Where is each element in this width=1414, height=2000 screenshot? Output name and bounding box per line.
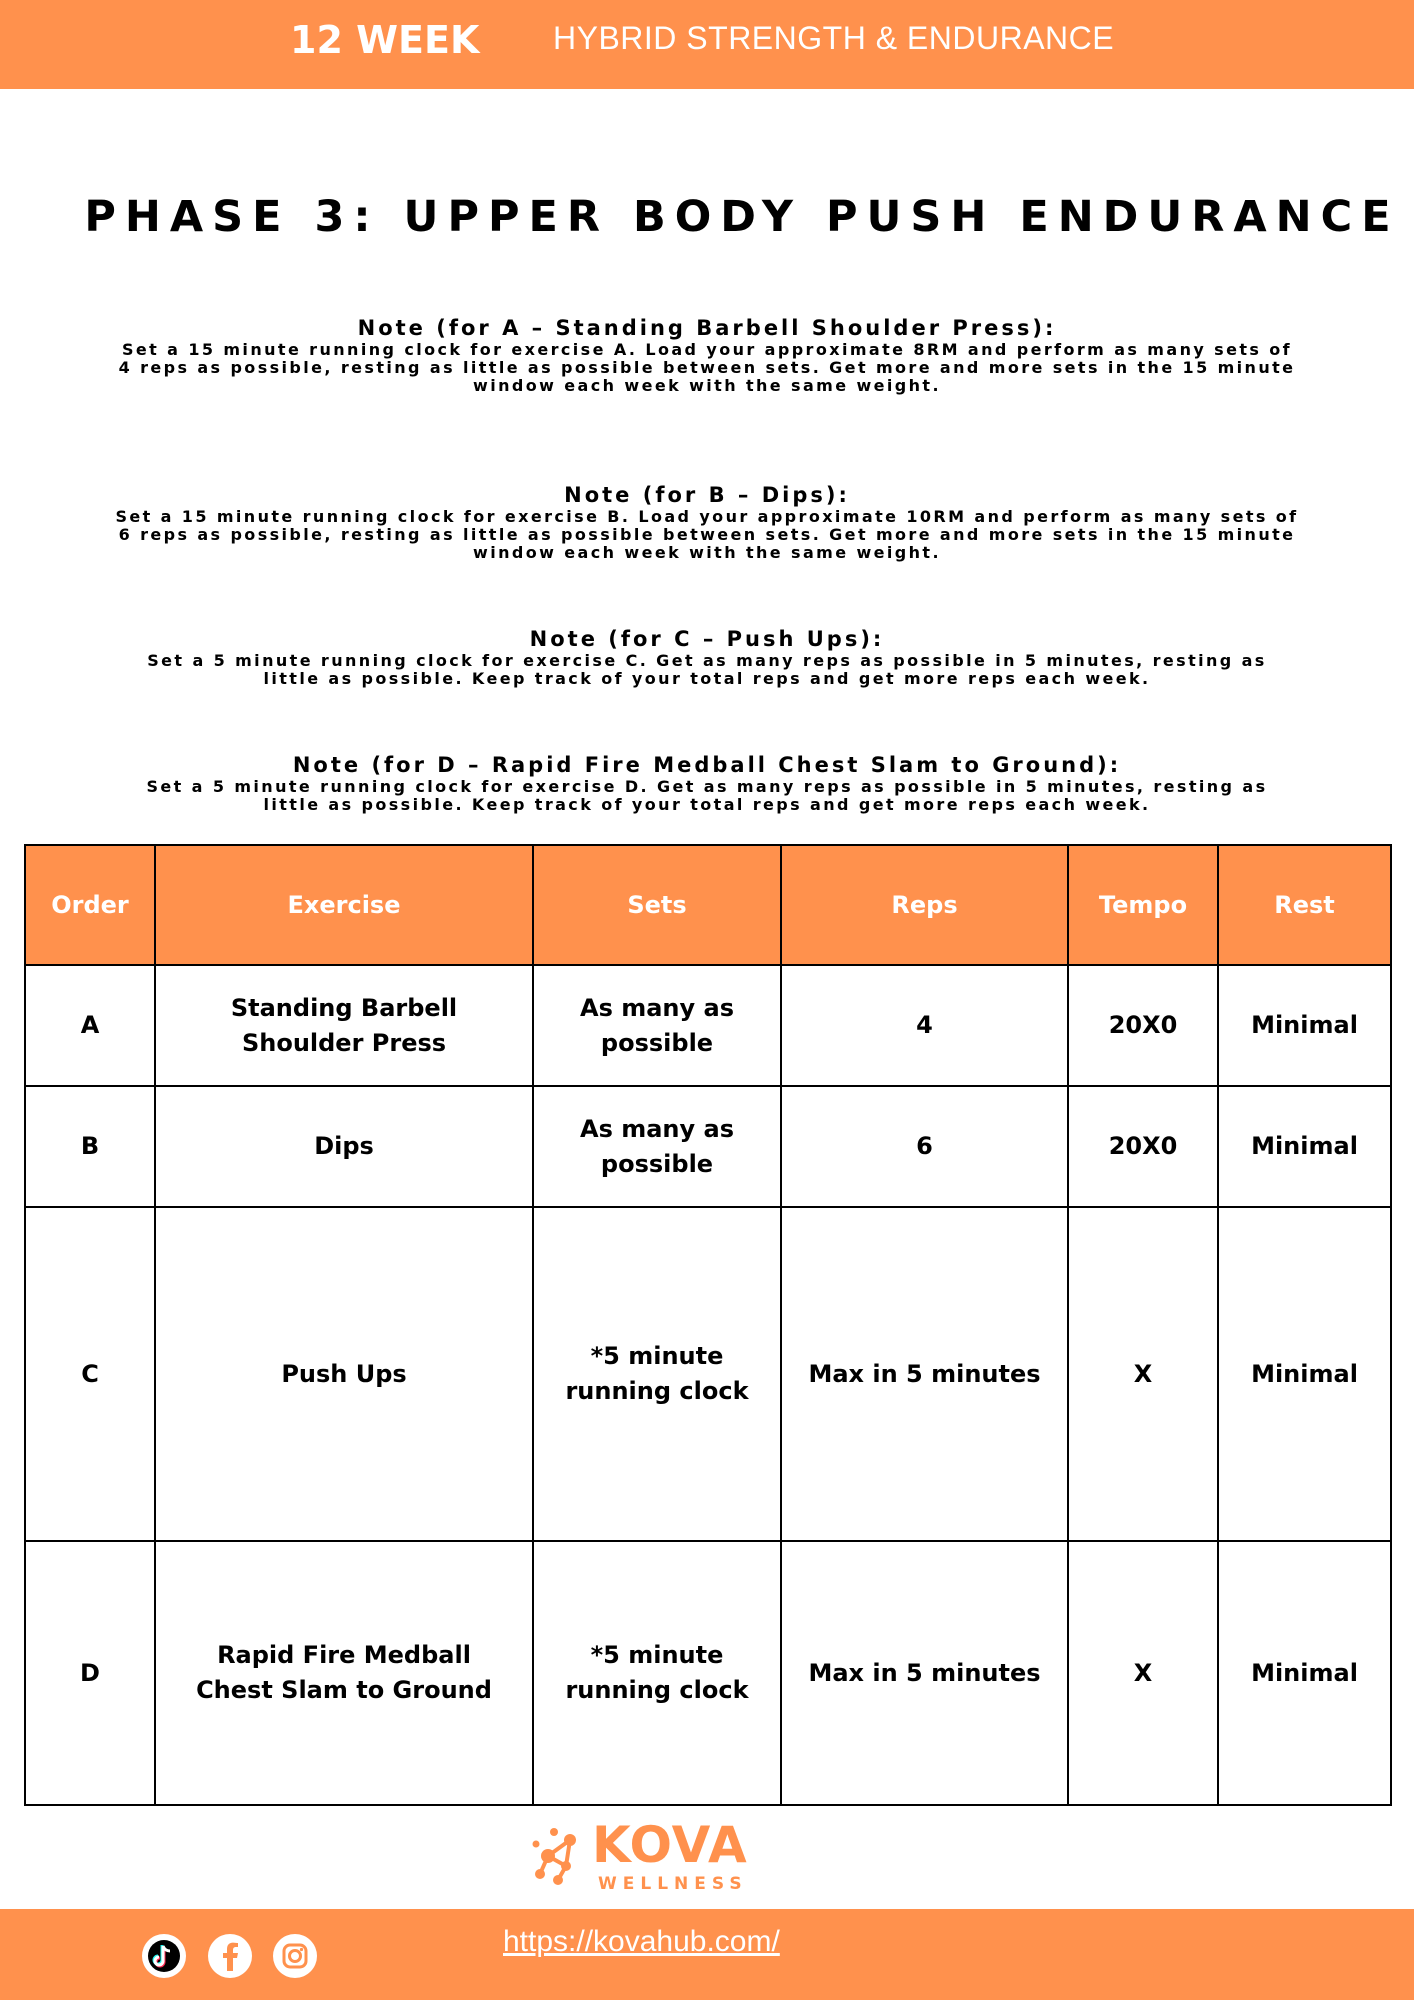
facebook-icon[interactable]: [207, 1933, 253, 1979]
note-a: [110, 315, 1304, 395]
note-line: little as possible. Keep track of your total reps and get more reps each week.: [263, 795, 1151, 814]
brand-name: KOVA: [592, 1816, 748, 1874]
exercise-cell: Dips: [155, 1086, 533, 1207]
order-cell: C: [25, 1207, 155, 1541]
sets-line: *5 minute: [590, 1641, 724, 1669]
header-reps: Reps: [781, 845, 1068, 965]
sets-line: possible: [600, 1028, 714, 1057]
header-sets: Sets: [533, 845, 781, 965]
header-exercise: Exercise: [155, 845, 533, 965]
rest-cell: Minimal: [1218, 1207, 1391, 1541]
header-tempo: Tempo: [1068, 845, 1218, 965]
reps-cell: 6: [781, 1086, 1068, 1207]
sets-line: As many as: [580, 993, 734, 1022]
note-line: 6 reps as possible, resting as little as possible between sets. Get more and more sets in the 15 minute: [118, 525, 1296, 544]
table-row: [25, 1086, 1391, 1207]
tempo-cell: X: [1068, 1541, 1218, 1805]
note-heading: Note (for B – Dips):: [564, 483, 850, 507]
order-cell: A: [25, 965, 155, 1086]
note-line: 4 reps as possible, resting as little as possible between sets. Get more and more sets in the 15 minute: [118, 358, 1296, 377]
sets-cell: [533, 965, 781, 1086]
note-line: window each week with the same weight.: [473, 376, 941, 395]
exercise-cell: [155, 1541, 533, 1805]
header-rest: Rest: [1218, 845, 1391, 965]
order-cell: B: [25, 1086, 155, 1207]
note-line: Set a 5 minute running clock for exercise D. Get as many reps as possible in 5 minutes, resting as: [146, 777, 1268, 796]
note-line: Set a 5 minute running clock for exercise C. Get as many reps as possible in 5 minutes, resting as: [147, 651, 1267, 670]
instagram-icon[interactable]: [272, 1933, 318, 1979]
note-c: [110, 626, 1304, 688]
table-row: [25, 1541, 1391, 1805]
sets-cell: [533, 1207, 781, 1541]
tempo-cell: X: [1068, 1207, 1218, 1541]
brand-logo: [530, 1818, 760, 1898]
rest-cell: Minimal: [1218, 1541, 1391, 1805]
sets-line: running clock: [565, 1676, 749, 1704]
program-table: [24, 844, 1392, 1806]
brand-sub: WELLNESS: [598, 1874, 748, 1894]
note-heading: Note (for D – Rapid Fire Medball Chest Slam to Ground):: [292, 753, 1122, 777]
exercise-line: Rapid Fire Medball: [217, 1641, 471, 1669]
website-link[interactable]: https://kovahub.com/: [503, 1925, 780, 1958]
reps-cell: Max in 5 minutes: [781, 1207, 1068, 1541]
exercise-line: Chest Slam to Ground: [196, 1676, 492, 1704]
exercise-cell: Push Ups: [155, 1207, 533, 1541]
reps-cell: 4: [781, 965, 1068, 1086]
note-line: window each week with the same weight.: [473, 543, 941, 562]
note-b: [110, 482, 1304, 562]
exercise-cell: [155, 965, 533, 1086]
top-banner: [0, 0, 1414, 89]
weeks-label: 12 WEEK: [290, 18, 480, 62]
exercise-line: Shoulder Press: [241, 1028, 447, 1057]
sets-line: running clock: [565, 1377, 749, 1405]
program-name: HYBRID STRENGTH & ENDURANCE: [553, 20, 1115, 56]
note-line: Set a 15 minute running clock for exercise A. Load your approximate 8RM and perform as many sets of: [121, 340, 1293, 359]
sets-line: As many as: [580, 1114, 734, 1143]
note-line: Set a 15 minute running clock for exercise B. Load your approximate 10RM and perform as many sets of: [115, 507, 1299, 526]
note-heading: Note (for A – Standing Barbell Shoulder Press):: [357, 316, 1057, 340]
sets-cell: [533, 1541, 781, 1805]
tempo-cell: 20X0: [1068, 1086, 1218, 1207]
tiktok-icon[interactable]: [141, 1933, 187, 1979]
table-header-row: [25, 845, 1391, 965]
molecule-icon: [530, 1818, 592, 1888]
table-row: [25, 1207, 1391, 1541]
order-cell: D: [25, 1541, 155, 1805]
sets-line: *5 minute: [590, 1342, 724, 1370]
footer-banner: [0, 1909, 1414, 2000]
exercise-line: Standing Barbell: [230, 993, 458, 1022]
sets-cell: [533, 1086, 781, 1207]
note-line: little as possible. Keep track of your total reps and get more reps each week.: [263, 669, 1151, 688]
sets-line: possible: [600, 1149, 714, 1178]
note-heading: Note (for C – Push Ups):: [529, 627, 885, 651]
rest-cell: Minimal: [1218, 1086, 1391, 1207]
table-row: [25, 965, 1391, 1086]
header-order: Order: [25, 845, 155, 965]
note-d: [110, 752, 1304, 814]
reps-cell: Max in 5 minutes: [781, 1541, 1068, 1805]
tempo-cell: 20X0: [1068, 965, 1218, 1086]
page-title: PHASE 3: UPPER BODY PUSH ENDURANCE: [84, 192, 1400, 242]
rest-cell: Minimal: [1218, 965, 1391, 1086]
